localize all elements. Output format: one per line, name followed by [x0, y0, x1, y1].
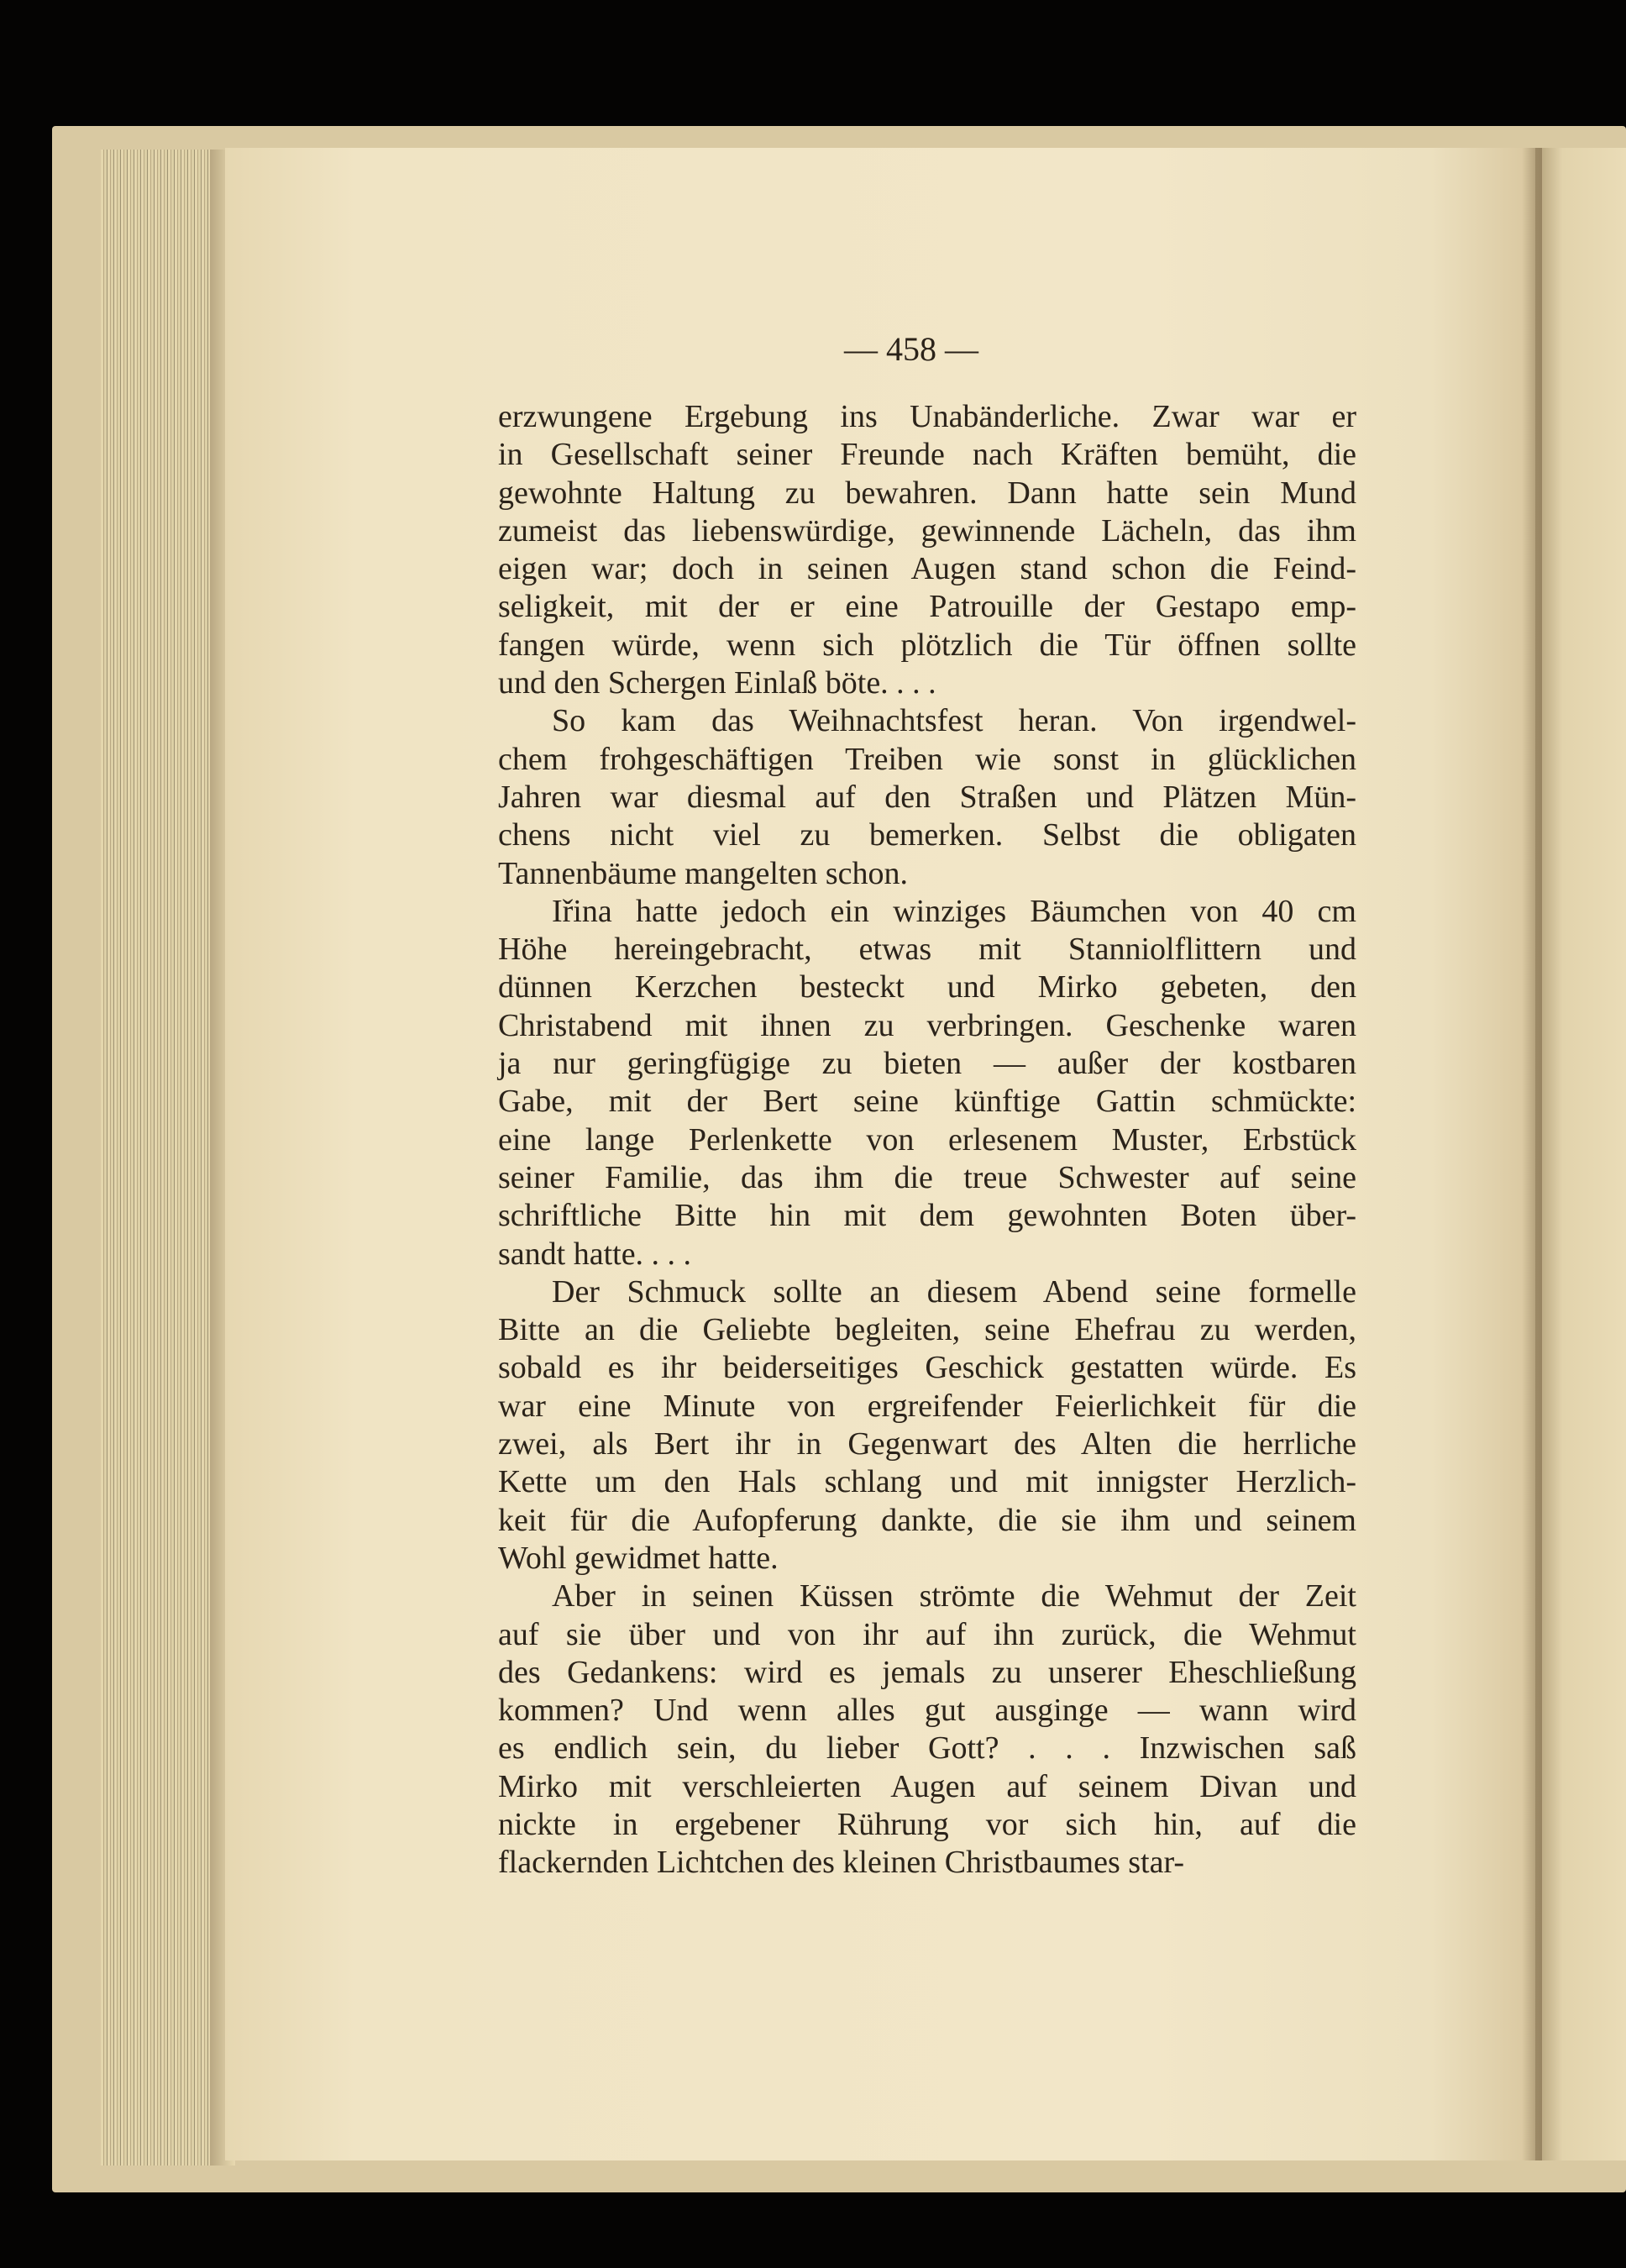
text-line: Kette um den Hals schlang und mit innigster Herzlich- [498, 1464, 1356, 1500]
text-line: es endlich sein, du lieber Gott? . . . Inzwischen saß [498, 1730, 1356, 1767]
text-line: Höhe hereingebracht, etwas mit Stanniolflittern und [498, 932, 1356, 968]
text-line: chem frohgeschäftigen Treiben wie sonst in glücklichen [498, 741, 1356, 777]
text-line: zumeist das liebenswürdige, gewinnende Lächeln, das ihm [498, 512, 1356, 549]
text-line: Wohl gewidmet hatte. [498, 1540, 779, 1576]
text-line: Aber in seinen Küssen strömte die Wehmut der Zeit [552, 1578, 1356, 1614]
text-line: Christabend mit ihnen zu verbringen. Geschenke waren [498, 1007, 1356, 1043]
text-line: auf sie über und von ihr auf ihn zurück, die Wehmut [498, 1616, 1356, 1652]
text-line: sobald es ihr beiderseitiges Geschick gestatten würde. Es [498, 1350, 1356, 1386]
text-line: flackernden Lichtchen des kleinen Christbaumes star- [498, 1845, 1184, 1881]
page-gutter [1522, 148, 1542, 2160]
page-edges-stack [101, 150, 227, 2166]
paragraph [498, 398, 1356, 702]
page-body-text [498, 398, 1356, 1882]
paragraph [498, 893, 1356, 1273]
text-line: Der Schmuck sollte an diesem Abend seine formelle [552, 1273, 1356, 1310]
paragraph [498, 1273, 1356, 1578]
text-line: in Gesellschaft seiner Freunde nach Kräften bemüht, die [498, 437, 1356, 473]
text-line: zwei, als Bert ihr in Gegenwart des Alten die herrliche [498, 1426, 1356, 1462]
text-line: eine lange Perlenkette von erlesenem Muster, Erbstück [498, 1121, 1356, 1158]
text-line: erzwungene Ergebung ins Unabänderliche. Zwar war er [498, 399, 1356, 434]
text-line: war eine Minute von ergreifender Feierlichkeit für die [498, 1388, 1356, 1424]
text-line: und den Schergen Einlaß böte. . . . [498, 665, 936, 701]
text-line: Mirko mit verschleierten Augen auf seinem Divan und [498, 1768, 1356, 1804]
text-line: So kam das Weihnachtsfest heran. Von irgendwel- [552, 703, 1356, 739]
text-line: Tannenbäume mangelten schon. [498, 855, 909, 891]
text-line: gewohnte Haltung zu bewahren. Dann hatte sein Mund [498, 475, 1356, 511]
text-line: Gabe, mit der Bert seine künftige Gattin schmückte: [498, 1084, 1356, 1120]
text-line: keit für die Aufopferung dankte, die sie ihm und seinem [498, 1502, 1356, 1538]
text-line: Iřina hatte jedoch ein winziges Bäumchen von 40 cm [552, 893, 1356, 929]
text-line: seligkeit, mit der er eine Patrouille der Gestapo emp- [498, 589, 1356, 625]
text-line: seiner Familie, das ihm die treue Schwester auf seine [498, 1159, 1356, 1195]
text-line: des Gedankens: wird es jemals zu unserer Eheschließung [498, 1654, 1356, 1690]
text-line: ja nur geringfügige zu bieten — außer der kostbaren [498, 1046, 1356, 1082]
text-line: dünnen Kerzchen besteckt und Mirko gebeten, den [498, 969, 1356, 1005]
text-line: kommen? Und wenn alles gut ausginge — wann wird [498, 1693, 1356, 1729]
facing-page-edge [1535, 148, 1626, 2160]
text-line: schriftliche Bitte hin mit dem gewohnten Boten über- [498, 1198, 1356, 1234]
paragraph [498, 702, 1356, 892]
text-line: nickte in ergebener Rührung vor sich hin, auf die [498, 1806, 1356, 1842]
text-line: chens nicht viel zu bemerken. Selbst die obligaten [498, 817, 1356, 853]
text-line: Jahren war diesmal auf den Straßen und Plätzen Mün- [498, 779, 1356, 815]
paragraph [498, 1578, 1356, 1882]
page-number: — 458 — [844, 330, 978, 368]
text-line: Bitte an die Geliebte begleiten, seine Ehefrau zu werden, [498, 1312, 1356, 1348]
text-line: eigen war; doch in seinen Augen stand schon die Feind- [498, 551, 1356, 587]
text-line: fangen würde, wenn sich plötzlich die Tür öffnen sollte [498, 627, 1356, 663]
text-line: sandt hatte. . . . [498, 1236, 692, 1272]
